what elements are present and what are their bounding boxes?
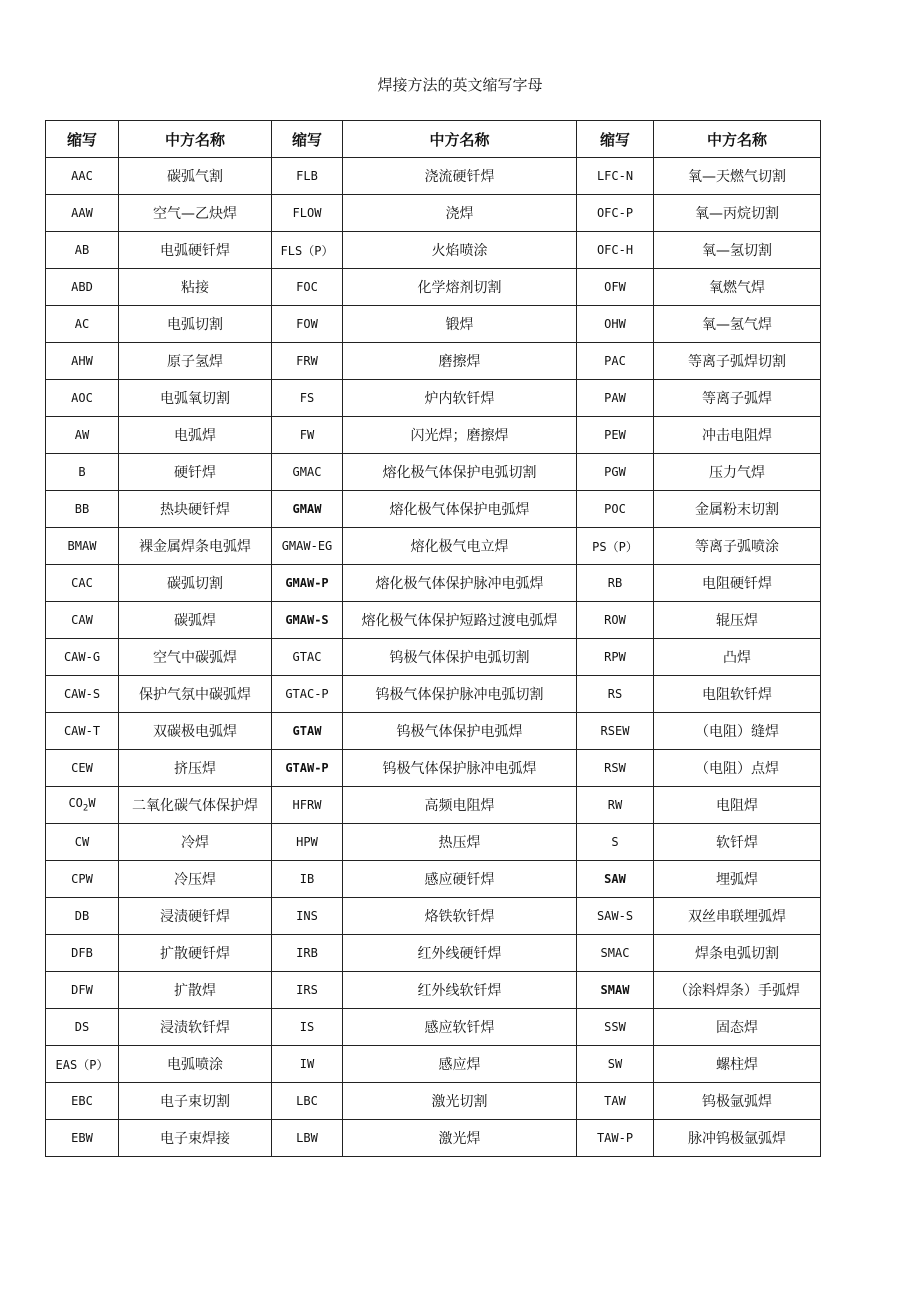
name-cell: 电弧硬钎焊: [119, 232, 272, 269]
table-row: [46, 639, 821, 676]
name-cell: 闪光焊；磨擦焊: [343, 417, 577, 454]
abbr-cell: AC: [46, 306, 119, 343]
abbr-cell: OFC-P: [577, 195, 654, 232]
name-cell: 感应软钎焊: [343, 1009, 577, 1046]
page-title: 焊接方法的英文缩写字母: [377, 76, 543, 94]
abbr-cell: ABD: [46, 269, 119, 306]
abbr-cell: GMAW-P: [272, 565, 343, 602]
name-cell: 固态焊: [654, 1009, 821, 1046]
abbr-cell: GMAW-EG: [272, 528, 343, 565]
abbr-cell: RS: [577, 676, 654, 713]
abbr-cell: EAS（P）: [46, 1046, 119, 1083]
table-row: [46, 602, 821, 639]
abbr-cell: SAW-S: [577, 898, 654, 935]
name-cell: 氧—天燃气切割: [654, 158, 821, 195]
abbr-cell: ROW: [577, 602, 654, 639]
abbr-cell: SAW: [577, 861, 654, 898]
table-header-row: [46, 121, 821, 158]
abbr-cell: GTAC: [272, 639, 343, 676]
name-cell: 双碳极电弧焊: [119, 713, 272, 750]
abbr-cell: IB: [272, 861, 343, 898]
header-abbr-3: 缩写: [577, 121, 654, 158]
name-cell: 辊压焊: [654, 602, 821, 639]
table-row: [46, 380, 821, 417]
abbr-cell: BMAW: [46, 528, 119, 565]
abbr-cell: RB: [577, 565, 654, 602]
abbr-cell: SSW: [577, 1009, 654, 1046]
name-cell: 化学熔剂切割: [343, 269, 577, 306]
name-cell: 双丝串联埋弧焊: [654, 898, 821, 935]
name-cell: 浇焊: [343, 195, 577, 232]
name-cell: 等离子弧焊切割: [654, 343, 821, 380]
abbr-cell: AW: [46, 417, 119, 454]
abbr-cell: POC: [577, 491, 654, 528]
table-row: [46, 972, 821, 1009]
abbr-cell: $CO_2W$: [46, 787, 119, 824]
name-cell: 电子束切割: [119, 1083, 272, 1120]
name-cell: 熔化极气体保护短路过渡电弧焊: [343, 602, 577, 639]
name-cell: 氧—氢气焊: [654, 306, 821, 343]
abbr-cell: IS: [272, 1009, 343, 1046]
header-name-1: 中方名称: [119, 121, 272, 158]
name-cell: 原子氢焊: [119, 343, 272, 380]
name-cell: 熔化极气体保护电弧切割: [343, 454, 577, 491]
name-cell: 氧—氢切割: [654, 232, 821, 269]
table-row: [46, 750, 821, 787]
name-cell: 红外线硬钎焊: [343, 935, 577, 972]
abbr-cell: FLS（P）: [272, 232, 343, 269]
name-cell: 锻焊: [343, 306, 577, 343]
table-row: [46, 787, 821, 824]
name-cell: 浇流硬钎焊: [343, 158, 577, 195]
abbr-cell: CAW: [46, 602, 119, 639]
table-body: [46, 158, 821, 1157]
abbr-cell: SW: [577, 1046, 654, 1083]
name-cell: （电阻）点焊: [654, 750, 821, 787]
table-row: [46, 195, 821, 232]
abbr-cell: LBW: [272, 1120, 343, 1157]
abbr-cell: AB: [46, 232, 119, 269]
name-cell: 电弧焊: [119, 417, 272, 454]
abbreviation-table: [45, 120, 821, 1157]
name-cell: 金属粉末切割: [654, 491, 821, 528]
name-cell: 热块硬钎焊: [119, 491, 272, 528]
name-cell: 空气—乙炔焊: [119, 195, 272, 232]
name-cell: 电阻硬钎焊: [654, 565, 821, 602]
abbr-cell: FOW: [272, 306, 343, 343]
abbr-cell: DB: [46, 898, 119, 935]
name-cell: 等离子弧焊: [654, 380, 821, 417]
name-cell: （电阻）缝焊: [654, 713, 821, 750]
table-row: [46, 861, 821, 898]
abbr-cell: EBW: [46, 1120, 119, 1157]
abbr-cell: GTAW-P: [272, 750, 343, 787]
abbr-cell: HFRW: [272, 787, 343, 824]
table-row: [46, 898, 821, 935]
name-cell: 电弧切割: [119, 306, 272, 343]
header-name-2: 中方名称: [343, 121, 577, 158]
name-cell: 冷压焊: [119, 861, 272, 898]
abbr-cell: DFW: [46, 972, 119, 1009]
abbr-cell: PS（P）: [577, 528, 654, 565]
abbr-cell: PGW: [577, 454, 654, 491]
abbr-cell: FLOW: [272, 195, 343, 232]
abbr-cell: RSW: [577, 750, 654, 787]
name-cell: 压力气焊: [654, 454, 821, 491]
abbr-cell: OHW: [577, 306, 654, 343]
table-row: [46, 343, 821, 380]
abbr-cell: LBC: [272, 1083, 343, 1120]
name-cell: 熔化极气体保护电弧焊: [343, 491, 577, 528]
name-cell: （涂料焊条）手弧焊: [654, 972, 821, 1009]
name-cell: 炉内软钎焊: [343, 380, 577, 417]
name-cell: 熔化极气体保护脉冲电弧焊: [343, 565, 577, 602]
table-row: [46, 417, 821, 454]
abbr-cell: AHW: [46, 343, 119, 380]
name-cell: 空气中碳弧焊: [119, 639, 272, 676]
abbr-cell: FW: [272, 417, 343, 454]
table-row: [46, 565, 821, 602]
name-cell: 钨极气体保护电弧切割: [343, 639, 577, 676]
abbr-cell: CAW-T: [46, 713, 119, 750]
abbr-cell: CAC: [46, 565, 119, 602]
name-cell: 氧—丙烷切割: [654, 195, 821, 232]
abbr-cell: AAW: [46, 195, 119, 232]
name-cell: 裸金属焊条电弧焊: [119, 528, 272, 565]
abbr-cell: RPW: [577, 639, 654, 676]
table-row: [46, 824, 821, 861]
name-cell: 电弧喷涂: [119, 1046, 272, 1083]
abbr-cell: PEW: [577, 417, 654, 454]
abbr-cell: BB: [46, 491, 119, 528]
abbr-cell: RSEW: [577, 713, 654, 750]
name-cell: 碳弧切割: [119, 565, 272, 602]
abbr-cell: GMAW-S: [272, 602, 343, 639]
name-cell: 感应硬钎焊: [343, 861, 577, 898]
abbr-cell: FOC: [272, 269, 343, 306]
name-cell: 电弧氧切割: [119, 380, 272, 417]
abbr-cell: LFC-N: [577, 158, 654, 195]
abbr-cell: GTAC-P: [272, 676, 343, 713]
abbr-cell: CAW-S: [46, 676, 119, 713]
abbr-cell: IRS: [272, 972, 343, 1009]
name-cell: 激光焊: [343, 1120, 577, 1157]
abbr-cell: PAC: [577, 343, 654, 380]
name-cell: 软钎焊: [654, 824, 821, 861]
abbr-cell: S: [577, 824, 654, 861]
name-cell: 电子束焊接: [119, 1120, 272, 1157]
table-row: [46, 713, 821, 750]
name-cell: 冷焊: [119, 824, 272, 861]
name-cell: 浸渍软钎焊: [119, 1009, 272, 1046]
table-row: [46, 232, 821, 269]
name-cell: 扩散硬钎焊: [119, 935, 272, 972]
abbr-cell: PAW: [577, 380, 654, 417]
abbr-cell: IRB: [272, 935, 343, 972]
abbr-cell: GMAC: [272, 454, 343, 491]
name-cell: 碳弧焊: [119, 602, 272, 639]
name-cell: 螺柱焊: [654, 1046, 821, 1083]
table-row: [46, 454, 821, 491]
abbr-cell: DS: [46, 1009, 119, 1046]
table-row: [46, 491, 821, 528]
table-row: [46, 269, 821, 306]
name-cell: 红外线软钎焊: [343, 972, 577, 1009]
abbr-cell: RW: [577, 787, 654, 824]
name-cell: 保护气氛中碳弧焊: [119, 676, 272, 713]
abbr-cell: AOC: [46, 380, 119, 417]
abbr-cell: HPW: [272, 824, 343, 861]
abbr-cell: AAC: [46, 158, 119, 195]
table-row: [46, 1083, 821, 1120]
abbr-cell: FS: [272, 380, 343, 417]
abbr-cell: FRW: [272, 343, 343, 380]
name-cell: 等离子弧喷涂: [654, 528, 821, 565]
abbr-cell: CEW: [46, 750, 119, 787]
abbr-cell: IW: [272, 1046, 343, 1083]
table-row: [46, 306, 821, 343]
abbr-cell: SMAC: [577, 935, 654, 972]
table-row: [46, 158, 821, 195]
name-cell: 挤压焊: [119, 750, 272, 787]
table-row: [46, 1120, 821, 1157]
name-cell: 凸焊: [654, 639, 821, 676]
name-cell: 浸渍硬钎焊: [119, 898, 272, 935]
name-cell: 钨极氩弧焊: [654, 1083, 821, 1120]
abbr-cell: OFC-H: [577, 232, 654, 269]
abbr-cell: CAW-G: [46, 639, 119, 676]
table-row: [46, 676, 821, 713]
name-cell: 钨极气体保护脉冲电弧焊: [343, 750, 577, 787]
name-cell: 高频电阻焊: [343, 787, 577, 824]
name-cell: 二氧化碳气体保护焊: [119, 787, 272, 824]
name-cell: 热压焊: [343, 824, 577, 861]
table-row: [46, 935, 821, 972]
name-cell: 氧燃气焊: [654, 269, 821, 306]
name-cell: 火焰喷涂: [343, 232, 577, 269]
name-cell: 钨极气体保护电弧焊: [343, 713, 577, 750]
name-cell: 脉冲钨极氩弧焊: [654, 1120, 821, 1157]
abbr-cell: TAW: [577, 1083, 654, 1120]
table-row: [46, 1009, 821, 1046]
name-cell: 感应焊: [343, 1046, 577, 1083]
name-cell: 磨擦焊: [343, 343, 577, 380]
name-cell: 电阻软钎焊: [654, 676, 821, 713]
abbr-cell: TAW-P: [577, 1120, 654, 1157]
name-cell: 冲击电阻焊: [654, 417, 821, 454]
name-cell: 烙铁软钎焊: [343, 898, 577, 935]
table-row: [46, 1046, 821, 1083]
name-cell: 碳弧气割: [119, 158, 272, 195]
abbr-cell: GTAW: [272, 713, 343, 750]
header-name-3: 中方名称: [654, 121, 821, 158]
abbr-cell: OFW: [577, 269, 654, 306]
name-cell: 激光切割: [343, 1083, 577, 1120]
abbr-cell: DFB: [46, 935, 119, 972]
abbr-cell: INS: [272, 898, 343, 935]
header-abbr-1: 缩写: [46, 121, 119, 158]
name-cell: 粘接: [119, 269, 272, 306]
name-cell: 埋弧焊: [654, 861, 821, 898]
header-abbr-2: 缩写: [272, 121, 343, 158]
name-cell: 电阻焊: [654, 787, 821, 824]
name-cell: 扩散焊: [119, 972, 272, 1009]
abbr-cell: CPW: [46, 861, 119, 898]
name-cell: 熔化极气电立焊: [343, 528, 577, 565]
abbr-cell: B: [46, 454, 119, 491]
abbr-cell: EBC: [46, 1083, 119, 1120]
abbr-cell: FLB: [272, 158, 343, 195]
name-cell: 焊条电弧切割: [654, 935, 821, 972]
abbr-cell: GMAW: [272, 491, 343, 528]
name-cell: 硬钎焊: [119, 454, 272, 491]
abbr-cell: SMAW: [577, 972, 654, 1009]
table-row: [46, 528, 821, 565]
name-cell: 钨极气体保护脉冲电弧切割: [343, 676, 577, 713]
abbr-cell: CW: [46, 824, 119, 861]
